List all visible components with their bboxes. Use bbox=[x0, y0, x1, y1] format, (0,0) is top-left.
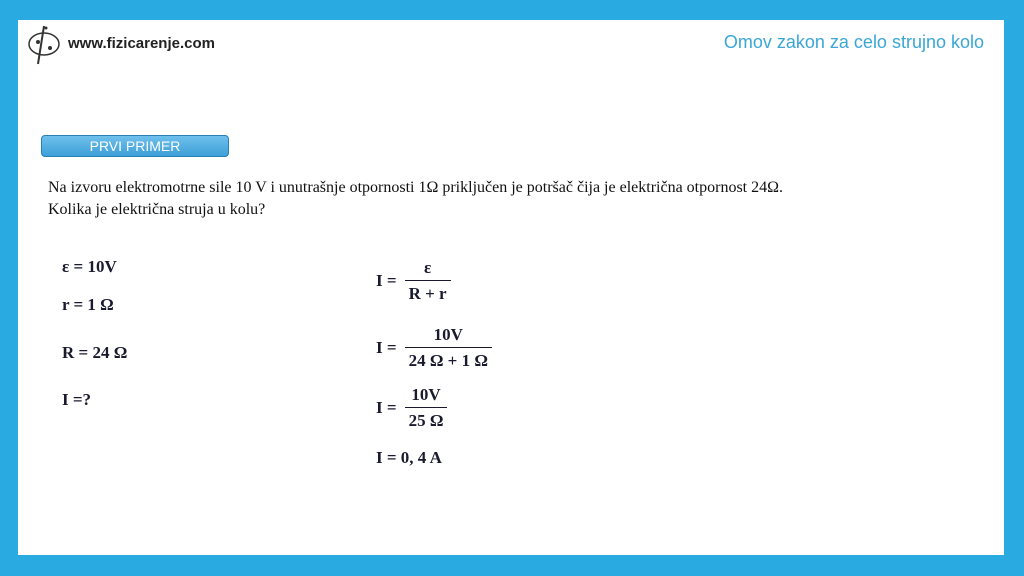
substitution-lhs: I = bbox=[376, 338, 397, 357]
given-emf: ε = 10V bbox=[62, 257, 117, 276]
simplification-step bbox=[376, 385, 447, 431]
unknown-current: I =? bbox=[62, 390, 92, 409]
physics-logo-icon bbox=[24, 22, 64, 66]
substitution-step bbox=[376, 325, 492, 371]
problem-line-2: Kolika je električna struja u kolu? bbox=[48, 201, 266, 218]
formula-numerator: ε bbox=[423, 258, 432, 277]
substitution-denominator: 24 Ω + 1 Ω bbox=[405, 347, 492, 371]
formula-fraction bbox=[405, 258, 451, 304]
problem-line-1: Na izvoru elektromotrne sile 10 V i unutrašnje otpornosti 1Ω priključen je potršač čija je električna otpornost 24Ω. bbox=[48, 179, 784, 196]
given-load-resistance: R = 24 Ω bbox=[62, 343, 128, 362]
simplification-denominator: 25 Ω bbox=[405, 407, 448, 431]
substitution-fraction bbox=[405, 325, 492, 371]
slide bbox=[18, 20, 1004, 555]
simplification-lhs: I = bbox=[376, 398, 397, 417]
simplification-numerator: 10V bbox=[411, 385, 441, 404]
site-url[interactable]: www.fizicarenje.com bbox=[68, 35, 215, 52]
simplification-fraction bbox=[405, 385, 448, 431]
formula-step bbox=[376, 258, 451, 304]
result-current: I = 0, 4 A bbox=[376, 448, 442, 467]
example-badge: PRVI PRIMER bbox=[41, 135, 229, 157]
formula-lhs: I = bbox=[376, 271, 397, 290]
substitution-numerator: 10V bbox=[433, 325, 463, 344]
slide-title: Omov zakon za celo strujno kolo bbox=[723, 32, 984, 52]
formula-denominator: R + r bbox=[405, 280, 451, 304]
given-internal-resistance: r = 1 Ω bbox=[62, 295, 114, 314]
problem-text bbox=[48, 177, 978, 221]
